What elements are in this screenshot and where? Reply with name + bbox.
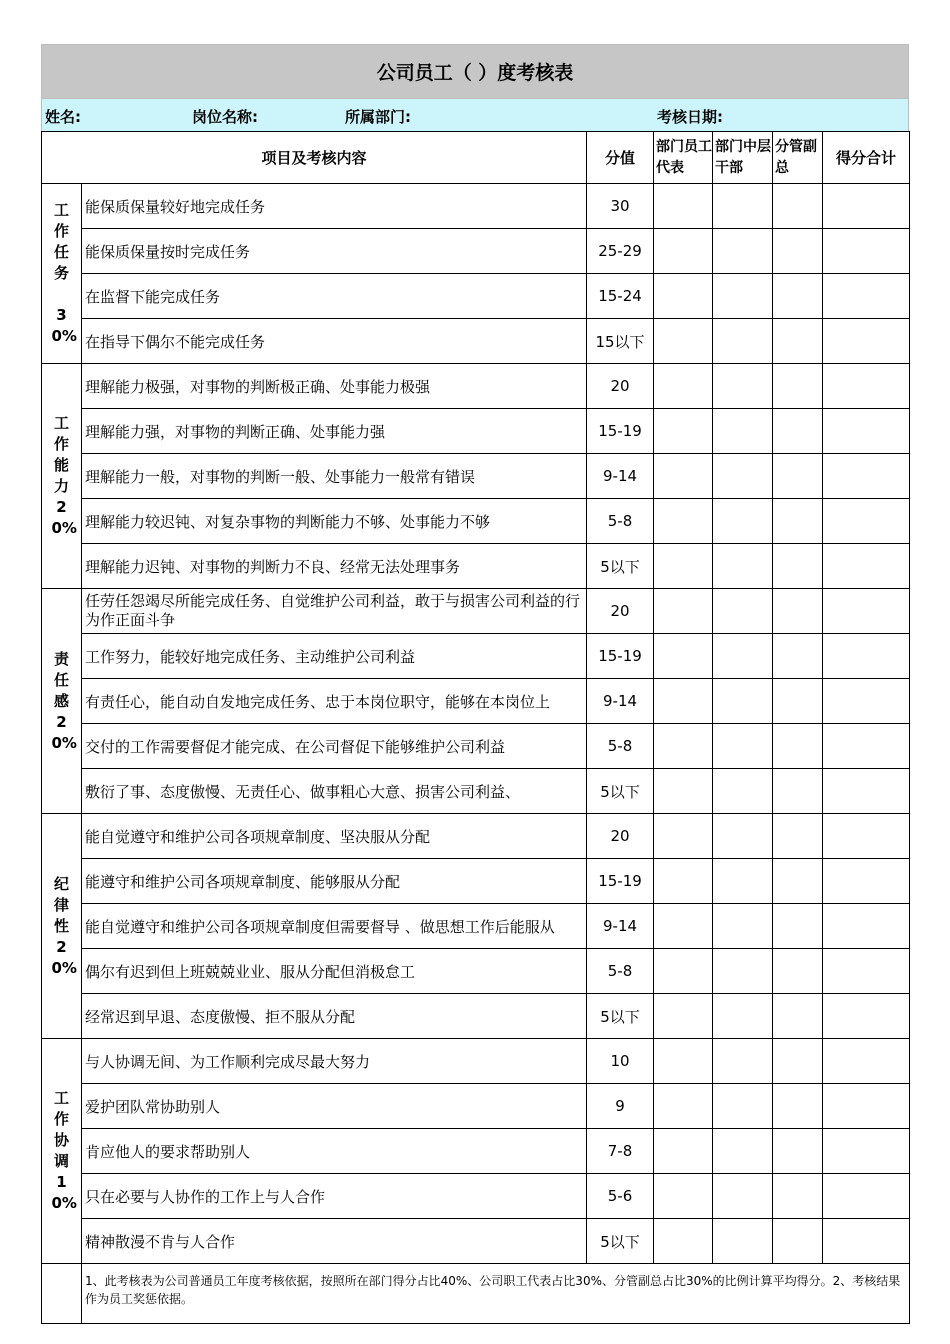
category-weight: 30% — [51, 306, 77, 345]
vp-score-cell[interactable] — [773, 319, 823, 364]
criterion-text: 理解能力一般，对事物的判断一般、处事能力一般常有错误 — [82, 454, 587, 499]
staff-rep-score-cell[interactable] — [654, 589, 713, 634]
criterion-text: 有责任心，能自动自发地完成任务、忠于本岗位职守，能够在本岗位上 — [82, 679, 587, 724]
assessment-table — [41, 131, 910, 1324]
vp-score-cell[interactable] — [773, 1174, 823, 1219]
mid-cadre-score-cell[interactable] — [713, 949, 773, 994]
mid-cadre-score-cell[interactable] — [713, 994, 773, 1039]
total-score-cell[interactable] — [823, 904, 910, 949]
staff-rep-score-cell[interactable] — [654, 319, 713, 364]
mid-cadre-score-cell[interactable] — [713, 859, 773, 904]
total-score-cell[interactable] — [823, 1039, 910, 1084]
vp-score-cell[interactable] — [773, 634, 823, 679]
vp-score-cell[interactable] — [773, 1129, 823, 1174]
vp-score-cell[interactable] — [773, 994, 823, 1039]
criterion-text: 敷衍了事、态度傲慢、无责任心、做事粗心大意、损害公司利益、 — [82, 769, 587, 814]
criterion-text: 经常迟到早退、态度傲慢、拒不服从分配 — [82, 994, 587, 1039]
total-score-cell[interactable] — [823, 769, 910, 814]
criterion-score: 5-8 — [587, 949, 654, 994]
category-weight: 20% — [51, 712, 77, 752]
table-row — [42, 634, 910, 679]
staff-rep-score-cell[interactable] — [654, 1084, 713, 1129]
mid-cadre-score-cell[interactable] — [713, 229, 773, 274]
criterion-text: 爱护团队常协助别人 — [82, 1084, 587, 1129]
criterion-score: 15以下 — [587, 319, 654, 364]
note-label-cell — [42, 1264, 82, 1324]
position-label: 岗位名称: — [192, 108, 258, 126]
table-row — [42, 544, 910, 589]
criterion-score: 15-19 — [587, 409, 654, 454]
staff-rep-score-cell[interactable] — [654, 499, 713, 544]
total-score-cell[interactable] — [823, 814, 910, 859]
criterion-text: 只在必要与人协作的工作上与人合作 — [82, 1174, 587, 1219]
header-score: 分值 — [587, 132, 654, 184]
criterion-score: 20 — [587, 589, 654, 634]
total-score-cell[interactable] — [823, 634, 910, 679]
assessment-sheet — [41, 44, 909, 1324]
department-label: 所属部门: — [345, 108, 411, 126]
criterion-score: 20 — [587, 814, 654, 859]
criterion-score: 9-14 — [587, 679, 654, 724]
vp-score-cell[interactable] — [773, 1219, 823, 1264]
category-weight: 10% — [51, 1173, 77, 1212]
category-weight: 20% — [51, 937, 77, 977]
staff-rep-score-cell[interactable] — [654, 274, 713, 319]
category-name: 责任感 — [53, 649, 69, 710]
table-row — [42, 949, 910, 994]
vp-score-cell[interactable] — [773, 1084, 823, 1129]
criterion-score: 15-24 — [587, 274, 654, 319]
table-row — [42, 769, 910, 814]
total-score-cell[interactable] — [823, 229, 910, 274]
mid-cadre-score-cell[interactable] — [713, 904, 773, 949]
staff-rep-score-cell[interactable] — [654, 544, 713, 589]
total-score-cell[interactable] — [823, 1174, 910, 1219]
staff-rep-score-cell[interactable] — [654, 1129, 713, 1174]
total-score-cell[interactable] — [823, 1129, 910, 1174]
note-text: 1、此考核表为公司普通员工年度考核依据，按照所在部门得分占比40%、公司职工代表占比30%、分管副总占比30%的比例计算平均得分。2、考核结果作为员工奖惩依据。 — [82, 1264, 910, 1324]
table-row — [42, 1129, 910, 1174]
mid-cadre-score-cell[interactable] — [713, 679, 773, 724]
total-score-cell[interactable] — [823, 454, 910, 499]
mid-cadre-score-cell[interactable] — [713, 364, 773, 409]
header-mid-cadre: 部门中层干部 — [713, 132, 773, 184]
mid-cadre-score-cell[interactable] — [713, 769, 773, 814]
vp-score-cell[interactable] — [773, 274, 823, 319]
criterion-text: 偶尔有迟到但上班兢兢业业、服从分配但消极怠工 — [82, 949, 587, 994]
note-row — [42, 1264, 910, 1324]
category-name: 工作任务 — [53, 201, 69, 282]
table-row — [42, 319, 910, 364]
mid-cadre-score-cell[interactable] — [713, 724, 773, 769]
criterion-text: 能保质保量较好地完成任务 — [82, 184, 587, 229]
criterion-text: 在指导下偶尔不能完成任务 — [82, 319, 587, 364]
vp-score-cell[interactable] — [773, 949, 823, 994]
category-cell — [42, 184, 82, 364]
criterion-text: 能自觉遵守和维护公司各项规章制度、坚决服从分配 — [82, 814, 587, 859]
criterion-score: 25-29 — [587, 229, 654, 274]
criterion-text: 理解能力迟钝、对事物的判断力不良、经常无法处理事务 — [82, 544, 587, 589]
criterion-text: 工作努力，能较好地完成任务、主动维护公司利益 — [82, 634, 587, 679]
criterion-score: 5以下 — [587, 1219, 654, 1264]
staff-rep-score-cell[interactable] — [654, 364, 713, 409]
header-total: 得分合计 — [823, 132, 910, 184]
vp-score-cell[interactable] — [773, 454, 823, 499]
vp-score-cell[interactable] — [773, 589, 823, 634]
vp-score-cell[interactable] — [773, 1039, 823, 1084]
mid-cadre-score-cell[interactable] — [713, 319, 773, 364]
staff-rep-score-cell[interactable] — [654, 454, 713, 499]
criterion-score: 5-8 — [587, 724, 654, 769]
mid-cadre-score-cell[interactable] — [713, 274, 773, 319]
criterion-text: 能自觉遵守和维护公司各项规章制度但需要督导 、做思想工作后能服从 — [82, 904, 587, 949]
staff-rep-score-cell[interactable] — [654, 724, 713, 769]
category-cell — [42, 1039, 82, 1264]
table-row — [42, 679, 910, 724]
header-vp: 分管副总 — [773, 132, 823, 184]
category-name: 工作能力 — [53, 414, 69, 495]
table-row — [42, 409, 910, 454]
criterion-text: 任劳任怨竭尽所能完成任务、自觉维护公司利益，敢于与损害公司利益的行为作正面斗争 — [82, 589, 587, 634]
mid-cadre-score-cell[interactable] — [713, 589, 773, 634]
total-score-cell[interactable] — [823, 364, 910, 409]
criterion-text: 与人协调无间、为工作顺利完成尽最大努力 — [82, 1039, 587, 1084]
total-score-cell[interactable] — [823, 679, 910, 724]
mid-cadre-score-cell[interactable] — [713, 1129, 773, 1174]
vp-score-cell[interactable] — [773, 769, 823, 814]
criterion-score: 5以下 — [587, 994, 654, 1039]
table-row — [42, 814, 910, 859]
criterion-score: 15-19 — [587, 634, 654, 679]
criterion-score: 9-14 — [587, 454, 654, 499]
staff-rep-score-cell[interactable] — [654, 184, 713, 229]
criterion-score: 5-8 — [587, 499, 654, 544]
total-score-cell[interactable] — [823, 949, 910, 994]
table-row — [42, 994, 910, 1039]
table-row — [42, 184, 910, 229]
total-score-cell[interactable] — [823, 724, 910, 769]
total-score-cell[interactable] — [823, 184, 910, 229]
table-row — [42, 229, 910, 274]
table-row — [42, 454, 910, 499]
name-label: 姓名: — [45, 108, 81, 126]
date-label: 考核日期: — [657, 108, 723, 126]
mid-cadre-score-cell[interactable] — [713, 814, 773, 859]
total-score-cell[interactable] — [823, 409, 910, 454]
total-score-cell[interactable] — [823, 994, 910, 1039]
category-cell — [42, 364, 82, 589]
staff-rep-score-cell[interactable] — [654, 634, 713, 679]
criterion-score: 30 — [587, 184, 654, 229]
sheet-title: 公司员工（ ）度考核表 — [41, 44, 909, 99]
mid-cadre-score-cell[interactable] — [713, 454, 773, 499]
vp-score-cell[interactable] — [773, 679, 823, 724]
criterion-score: 5-6 — [587, 1174, 654, 1219]
table-row — [42, 1174, 910, 1219]
table-row — [42, 904, 910, 949]
vp-score-cell[interactable] — [773, 904, 823, 949]
table-row — [42, 859, 910, 904]
criterion-text: 能遵守和维护公司各项规章制度、能够服从分配 — [82, 859, 587, 904]
staff-rep-score-cell[interactable] — [654, 1174, 713, 1219]
staff-rep-score-cell[interactable] — [654, 1039, 713, 1084]
criterion-text: 理解能力较迟钝、对复杂事物的判断能力不够、处事能力不够 — [82, 499, 587, 544]
mid-cadre-score-cell[interactable] — [713, 1174, 773, 1219]
criterion-text: 理解能力极强，对事物的判断极正确、处事能力极强 — [82, 364, 587, 409]
header-row — [42, 132, 910, 184]
staff-rep-score-cell[interactable] — [654, 904, 713, 949]
category-weight: 20% — [51, 498, 77, 537]
staff-rep-score-cell[interactable] — [654, 679, 713, 724]
table-row — [42, 1084, 910, 1129]
staff-rep-score-cell[interactable] — [654, 769, 713, 814]
category-name: 工作协调 — [53, 1089, 69, 1170]
table-row — [42, 1219, 910, 1264]
staff-rep-score-cell[interactable] — [654, 229, 713, 274]
mid-cadre-score-cell[interactable] — [713, 184, 773, 229]
vp-score-cell[interactable] — [773, 229, 823, 274]
staff-rep-score-cell[interactable] — [654, 409, 713, 454]
criterion-score: 15-19 — [587, 859, 654, 904]
vp-score-cell[interactable] — [773, 544, 823, 589]
total-score-cell[interactable] — [823, 274, 910, 319]
total-score-cell[interactable] — [823, 1219, 910, 1264]
staff-rep-score-cell[interactable] — [654, 814, 713, 859]
table-row — [42, 364, 910, 409]
criterion-text: 肯应他人的要求帮助别人 — [82, 1129, 587, 1174]
category-cell — [42, 589, 82, 814]
vp-score-cell[interactable] — [773, 499, 823, 544]
category-cell — [42, 814, 82, 1039]
mid-cadre-score-cell[interactable] — [713, 1084, 773, 1129]
total-score-cell[interactable] — [823, 319, 910, 364]
info-row — [41, 99, 909, 131]
criterion-text: 精神散漫不肯与人合作 — [82, 1219, 587, 1264]
criterion-score: 10 — [587, 1039, 654, 1084]
vp-score-cell[interactable] — [773, 814, 823, 859]
total-score-cell[interactable] — [823, 589, 910, 634]
criterion-score: 5以下 — [587, 769, 654, 814]
mid-cadre-score-cell[interactable] — [713, 634, 773, 679]
total-score-cell[interactable] — [823, 859, 910, 904]
staff-rep-score-cell[interactable] — [654, 949, 713, 994]
criterion-score: 20 — [587, 364, 654, 409]
vp-score-cell[interactable] — [773, 859, 823, 904]
header-staff-rep: 部门员工代表 — [654, 132, 713, 184]
staff-rep-score-cell[interactable] — [654, 994, 713, 1039]
total-score-cell[interactable] — [823, 1084, 910, 1129]
mid-cadre-score-cell[interactable] — [713, 1039, 773, 1084]
vp-score-cell[interactable] — [773, 184, 823, 229]
table-row — [42, 274, 910, 319]
criterion-text: 交付的工作需要督促才能完成、在公司督促下能够维护公司利益 — [82, 724, 587, 769]
table-row — [42, 724, 910, 769]
mid-cadre-score-cell[interactable] — [713, 1219, 773, 1264]
table-row — [42, 499, 910, 544]
criterion-score: 5以下 — [587, 544, 654, 589]
mid-cadre-score-cell[interactable] — [713, 499, 773, 544]
vp-score-cell[interactable] — [773, 724, 823, 769]
total-score-cell[interactable] — [823, 544, 910, 589]
criterion-text: 理解能力强，对事物的判断正确、处事能力强 — [82, 409, 587, 454]
mid-cadre-score-cell[interactable] — [713, 409, 773, 454]
vp-score-cell[interactable] — [773, 409, 823, 454]
staff-rep-score-cell[interactable] — [654, 859, 713, 904]
total-score-cell[interactable] — [823, 499, 910, 544]
table-row — [42, 589, 910, 634]
staff-rep-score-cell[interactable] — [654, 1219, 713, 1264]
category-name: 纪律性 — [53, 874, 69, 935]
criterion-score: 9 — [587, 1084, 654, 1129]
table-row — [42, 1039, 910, 1084]
vp-score-cell[interactable] — [773, 364, 823, 409]
criterion-score: 9-14 — [587, 904, 654, 949]
mid-cadre-score-cell[interactable] — [713, 544, 773, 589]
criterion-score: 7-8 — [587, 1129, 654, 1174]
criterion-text: 能保质保量按时完成任务 — [82, 229, 587, 274]
header-item: 项目及考核内容 — [42, 132, 587, 184]
criterion-text: 在监督下能完成任务 — [82, 274, 587, 319]
